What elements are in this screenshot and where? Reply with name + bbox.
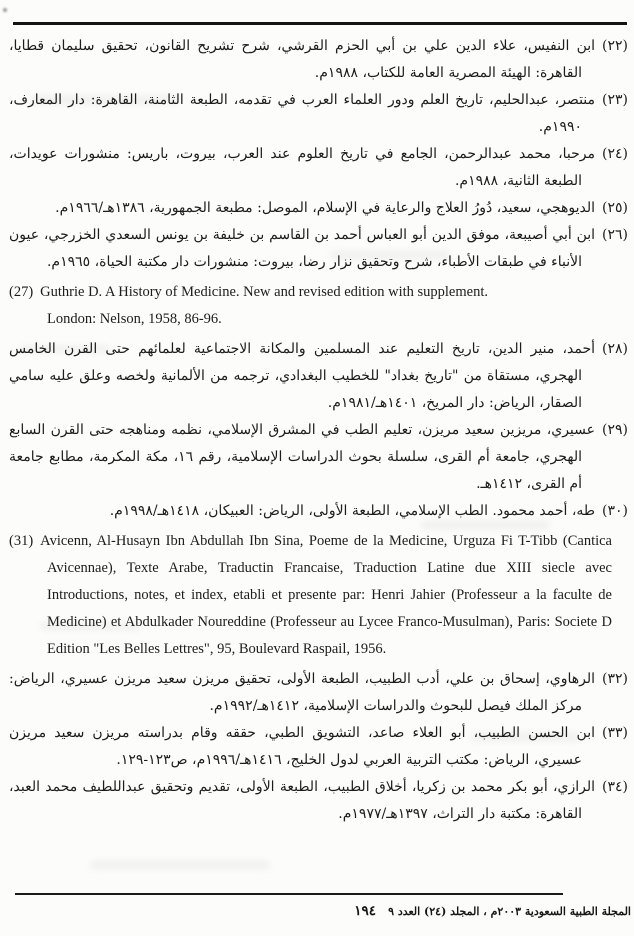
- reference-entry-22: [9, 33, 628, 87]
- top-rule: [13, 22, 627, 25]
- scan-speck: [3, 8, 7, 12]
- reference-entry-28: [9, 336, 628, 417]
- page-number: ١٩٤: [354, 903, 377, 919]
- reference-text: الرهاوي، إسحاق بن علي، أدب الطبيب، الطبعة الأولى، تحقيق مريزن سعيد مريزن عسيري، الرياض: مركز الملك فيصل للبحوث والدراسات الإسلامية، ١٤١٢هـ/١٩٩٢م.: [9, 671, 596, 714]
- reference-line: London: Nelson, 1958, 86-96.: [47, 311, 222, 327]
- reference-text: ابن النفيس، علاء الدين علي بن أبي الحزم القرشي، شرح تشريح القانون، تحقيق سليمان قطايا، القاهرة: الهيئة المصرية العامة للكتاب، ١٩٨٨م.: [9, 38, 596, 81]
- reference-text: الرازي، أبو بكر محمد بن زكريا، أخلاق الطبيب، الطبعة الأولى، تقديم وتحقيق عبداللطيف محمد العبد، القاهرة: مكتبة دار التراث، ١٣٩٧هـ/١٩٧٧م.: [9, 779, 596, 822]
- reference-number: (٣٤): [602, 779, 628, 795]
- reference-text: ابن الحسن الطبيب، أبو العلاء صاعد، التشويق الطبي، حققه وقام بدراسته مريزن سعيد مريزن عسيري، الرياض: مكتب التربية العربي لدول الخليج، ١٤١٦هـ/١٩٩٦م، ص١٢٣-١٢٩.: [9, 725, 596, 768]
- reference-text: منتصر، عبدالحليم، تاريخ العلم ودور العلماء العرب في تقدمه، الطبعة الثامنة، القاهرة: دار المعارف، ١٩٩٠م.: [9, 92, 596, 135]
- reference-entry-27: [9, 279, 612, 333]
- reference-entry-26: [9, 222, 628, 276]
- reference-entry-31: [9, 528, 612, 663]
- reference-number: (27): [9, 284, 34, 300]
- reference-number: (٢٤): [602, 146, 628, 162]
- reference-line: [9, 279, 612, 306]
- reference-entry-34: [9, 774, 628, 828]
- reference-number: (٢٩): [602, 422, 628, 438]
- journal-info: المجلة الطبية السعودية ٢٠٠٣م ، المجلد (٢٤) العدد ٩: [388, 905, 631, 918]
- reference-text: طه، أحمد محمود. الطب الإسلامي، الطبعة الأولى، الرياض: العبيكان، ١٤١٨هـ/١٩٩٨م.: [109, 503, 596, 519]
- reference-number: (٣٣): [602, 725, 628, 741]
- reference-text: مرحبا، محمد عبدالرحمن، الجامع في تاريخ العلوم عند العرب، بيروت، باريس: منشورات عويدات، الطبعة الثانية، ١٩٨٨م.: [9, 146, 596, 189]
- scan-smudge: [90, 860, 270, 870]
- reference-text: أحمد، منير الدين، تاريخ التعليم عند المسلمين والمكانة الاجتماعية لعلمائهم حتى القرن الخامس الهجري، مستقاة من "تاريخ بغداد" للخطيب البغدادي، ترجمه من الألمانية ولخصه وعلق عليه سامي الصقار، الرياض: دار المريخ، ١٤٠١هـ/١٩٨١م.: [9, 341, 596, 411]
- footer: [354, 903, 631, 919]
- reference-number: (٢٥): [602, 200, 628, 216]
- reference-number: (31): [9, 533, 34, 549]
- footer-rule: [15, 893, 563, 895]
- reference-number: (٣٠): [602, 503, 628, 519]
- reference-entry-29: [9, 417, 628, 498]
- reference-number: (٢٢): [602, 38, 628, 54]
- reference-number: (٢٨): [602, 341, 628, 357]
- reference-entry-23: [9, 87, 628, 141]
- reference-entry-25: [9, 195, 628, 222]
- reference-number: (٢٦): [602, 227, 628, 243]
- reference-entry-33: [9, 720, 628, 774]
- reference-number: (٣٢): [602, 671, 628, 687]
- reference-entry-30: [9, 498, 628, 525]
- reference-text: ابن أبي أصيبعة، موفق الدين أبو العباس أحمد بن القاسم بن خليفة بن يونس السعدي الخزرجي، عيون الأنباء في طبقات الأطباء، شرح وتحقيق نزار رضا، بيروت: منشورات دار مكتبة الحياة، ١٩٦٥م.: [9, 227, 596, 270]
- reference-text: Guthrie D. A History of Medicine. New and revised edition with supplement.: [40, 284, 488, 300]
- reference-list: [9, 33, 628, 828]
- reference-entry-32: [9, 666, 628, 720]
- reference-number: (٢٣): [602, 92, 628, 108]
- reference-text: عسيري، مريزين سعيد مريزن، تعليم الطب في المشرق الإسلامي، نظمه ومناهجه حتى القرن السابع الهجري، جامعة أم القرى، سلسلة بحوث الدراسات الإسلامية، رقم ١٦، مكة المكرمة، مطابع جامعة أم القرى، ١٤١٢هـ.: [9, 422, 596, 492]
- reference-text: الديوهجي، سعيد، دُورُ العلاج والرعاية في الإسلام، الموصل: مطبعة الجمهورية، ١٣٨٦هـ/١٩٦٦م.: [55, 200, 596, 216]
- reference-entry-24: [9, 141, 628, 195]
- reference-text: Avicenn, Al-Husayn Ibn Abdullah Ibn Sina, Poeme de la Medicine, Urguza Fi T-Tibb (Cantica Avicennae), Texte Arabe, Traductin Francaise, Traduction Latine due XIII siecle avec Introductions, notes, et index, etabli et presente par: Henri Jahier (Professeur a la faculte de Medicine) et Abdulkader Noureddine (Professeur au Lycee Franco-Musulman), Paris: Societe D Edition "Les Belles Lettres", 95, Boulevard Raspail, 1956.: [40, 533, 612, 657]
